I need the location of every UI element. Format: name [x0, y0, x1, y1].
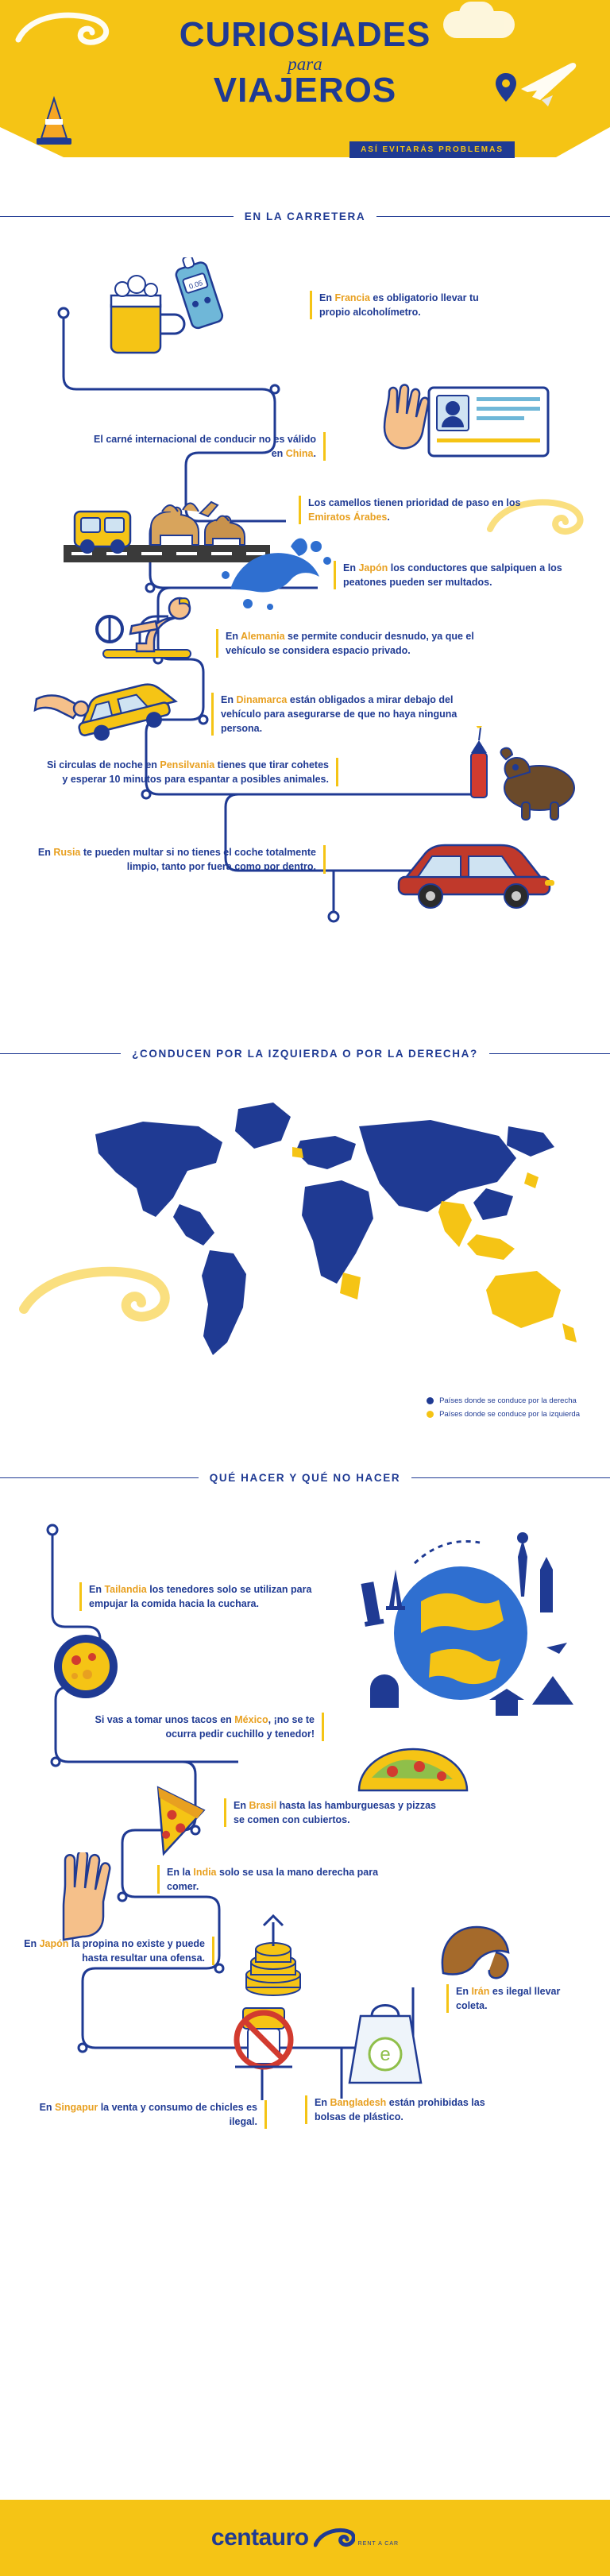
taco-icon	[348, 1727, 483, 1806]
fact-brazil	[224, 1798, 446, 1827]
title-line-1: CURIOSIADES	[179, 15, 431, 54]
fact-denmark-post: están obligados a mirar debajo del vehículo para asegurarse de que no haya ninguna persona.	[221, 694, 458, 735]
plate-of-food-icon	[43, 1630, 130, 1701]
globe-landmarks-icon	[342, 1506, 580, 1736]
fact-singapore-country: Singapur	[55, 2102, 98, 2113]
traffic-cone-icon	[35, 95, 73, 145]
fact-singapore	[37, 2100, 267, 2129]
fact-bangladesh-pre: En	[315, 2097, 330, 2108]
section-title-road	[0, 199, 610, 234]
fact-india-country: India	[193, 1867, 217, 1878]
fact-japan-splash-post: los conductores que salpiquen a los peatones pueden ser multados.	[343, 562, 562, 589]
fact-bangladesh-country: Bangladesh	[330, 2097, 387, 2108]
fact-iran	[446, 1984, 589, 2013]
fact-france-post: es obligatorio llevar tu propio alcoholímetro.	[319, 292, 479, 319]
fact-china-pre: El carné internacional de conducir no es válido en	[94, 434, 316, 460]
fact-france	[310, 291, 508, 319]
world-map-section	[0, 1071, 610, 1460]
header-ribbon: ASÍ EVITARÁS PROBLEMAS	[349, 141, 515, 158]
drivers-license-icon	[373, 377, 572, 464]
fact-bangladesh	[305, 2095, 504, 2124]
fact-china-post: .	[313, 448, 316, 460]
fact-brazil-pre: En	[234, 1800, 249, 1811]
fact-russia-pre: En	[37, 847, 54, 858]
fact-germany-pre: En	[226, 631, 241, 642]
pizza-slice-icon	[132, 1781, 219, 1868]
legend-dot-yellow-icon	[427, 1411, 434, 1418]
footer	[0, 2500, 610, 2576]
fact-japan-splash-pre: En	[343, 562, 359, 574]
title-script: para	[288, 54, 322, 74]
legend-item-right	[427, 1396, 580, 1405]
map-pin-icon	[496, 73, 516, 102]
firework-and-bison-icon	[457, 726, 592, 829]
fact-mexico-country: México	[234, 1714, 268, 1725]
manners-facts-section	[0, 1495, 610, 2194]
fact-india-pre: En la	[167, 1867, 194, 1878]
fact-brazil-country: Brasil	[249, 1800, 277, 1811]
hand-icon	[384, 384, 428, 448]
legend-dot-blue-icon	[427, 1397, 434, 1404]
fact-iran-post: es ilegal llevar coleta.	[456, 1986, 561, 2012]
fact-japan-splash	[334, 561, 572, 589]
no-chewing-gum-icon	[200, 1979, 327, 2083]
fact-germany-country: Alemania	[240, 631, 285, 642]
fact-japan-tip-pre: En	[24, 1938, 40, 1949]
water-splash-icon	[214, 534, 349, 621]
fact-russia	[32, 845, 326, 874]
fact-denmark	[211, 693, 473, 736]
legend-item-left	[427, 1410, 580, 1419]
dirty-car-icon	[373, 821, 580, 917]
car-lifted-icon	[32, 662, 214, 750]
fact-france-pre: En	[319, 292, 335, 303]
fact-iran-pre: En	[456, 1986, 472, 1997]
section-title-driving-side	[0, 1036, 610, 1071]
ponytail-hair-icon	[427, 1916, 515, 1987]
fact-pennsylvania-country: Pensilvania	[160, 759, 215, 770]
fact-russia-country: Rusia	[53, 847, 81, 858]
right-hand-icon	[48, 1852, 127, 1948]
fact-pennsylvania-post: tienes que tirar cohetes y esperar 10 minutos para espantar a posibles animales.	[62, 759, 329, 786]
fact-emirates	[299, 496, 521, 524]
fact-thailand-pre: En	[89, 1584, 105, 1595]
section-label: QUÉ HACER Y QUÉ NO HACER	[199, 1472, 411, 1484]
fact-pennsylvania	[44, 758, 338, 786]
section-label: EN LA CARRETERA	[234, 210, 377, 222]
fact-mexico	[62, 1713, 324, 1741]
fact-thailand-country: Tailandia	[104, 1584, 147, 1595]
header	[0, 0, 610, 199]
plastic-bag-icon	[334, 1981, 437, 2092]
fact-emirates-country: Emiratos Árabes	[308, 512, 388, 523]
fact-mexico-post: , ¡no se te ocurra pedir cuchillo y tenedor!	[165, 1714, 315, 1740]
fact-france-country: Francia	[334, 292, 370, 303]
fact-germany-post: se permite conducir desnudo, ya que el vehículo se considera espacio privado.	[226, 631, 474, 657]
fact-japan-tip-country: Japón	[39, 1938, 69, 1949]
fact-china-country: China	[285, 448, 314, 460]
svg-text:e: e	[380, 2044, 391, 2065]
fact-denmark-pre: En	[221, 694, 237, 705]
title-line-2: VIAJEROS	[213, 71, 397, 110]
fact-japan-tip-post: la propina no existe y puede hasta resultar una ofensa.	[68, 1938, 205, 1964]
fact-thailand-post: los tenedores solo se utilizan para empujar la comida hacia la cuchara.	[89, 1584, 312, 1610]
fact-bangladesh-post: están prohibidas las bolsas de plástico.	[315, 2097, 485, 2123]
fact-japan-tip	[16, 1937, 214, 1965]
section-title-manners	[0, 1460, 610, 1495]
legend-label-left: Países donde se conduce por la izquierda	[439, 1410, 580, 1419]
map-side-swoosh-icon	[38, 1074, 86, 1376]
svg-text:0.05: 0.05	[187, 278, 204, 291]
section-label: ¿CONDUCEN POR LA IZQUIERDA O POR LA DERECHA?	[121, 1048, 489, 1060]
brand-tagline: RENT A CAR	[357, 2540, 400, 2547]
fact-iran-country: Irán	[471, 1986, 490, 1997]
fact-germany	[216, 629, 478, 658]
fact-mexico-pre: Si vas a tomar unos tacos en	[95, 1714, 235, 1725]
fact-india	[157, 1865, 380, 1894]
brand-swoosh-icon	[314, 2526, 355, 2550]
fact-emirates-pre: Los camellos tienen prioridad de paso en los	[308, 497, 521, 508]
fact-singapore-pre: En	[39, 2102, 56, 2113]
fact-thailand	[79, 1582, 318, 1611]
breathalyzer-and-beer-icon	[95, 257, 254, 361]
fact-brazil-post: hasta las hamburguesas y pizzas se comen con cubiertos.	[234, 1800, 436, 1826]
fact-denmark-country: Dinamarca	[236, 694, 288, 705]
map-legend	[427, 1396, 580, 1423]
fact-russia-post: te pueden multar si no tienes el coche totalmente limpio, tanto por fuera como por dentro.	[80, 847, 316, 873]
fact-india-post: solo se usa la mano derecha para comer.	[167, 1867, 379, 1893]
fact-emirates-post: .	[387, 512, 390, 523]
brand-logo	[211, 2524, 399, 2551]
road-facts-section	[0, 234, 610, 1036]
legend-label-right: Países donde se conduce por la derecha	[439, 1396, 577, 1405]
fact-japan-splash-country: Japón	[358, 562, 388, 574]
airplane-icon	[513, 48, 581, 116]
fact-china	[87, 432, 326, 461]
fact-singapore-post: la venta y consumo de chicles es ilegal.	[98, 2102, 257, 2128]
fact-pennsylvania-pre: Si circulas de noche en	[46, 759, 160, 770]
brand-name: centauro	[210, 2524, 309, 2551]
